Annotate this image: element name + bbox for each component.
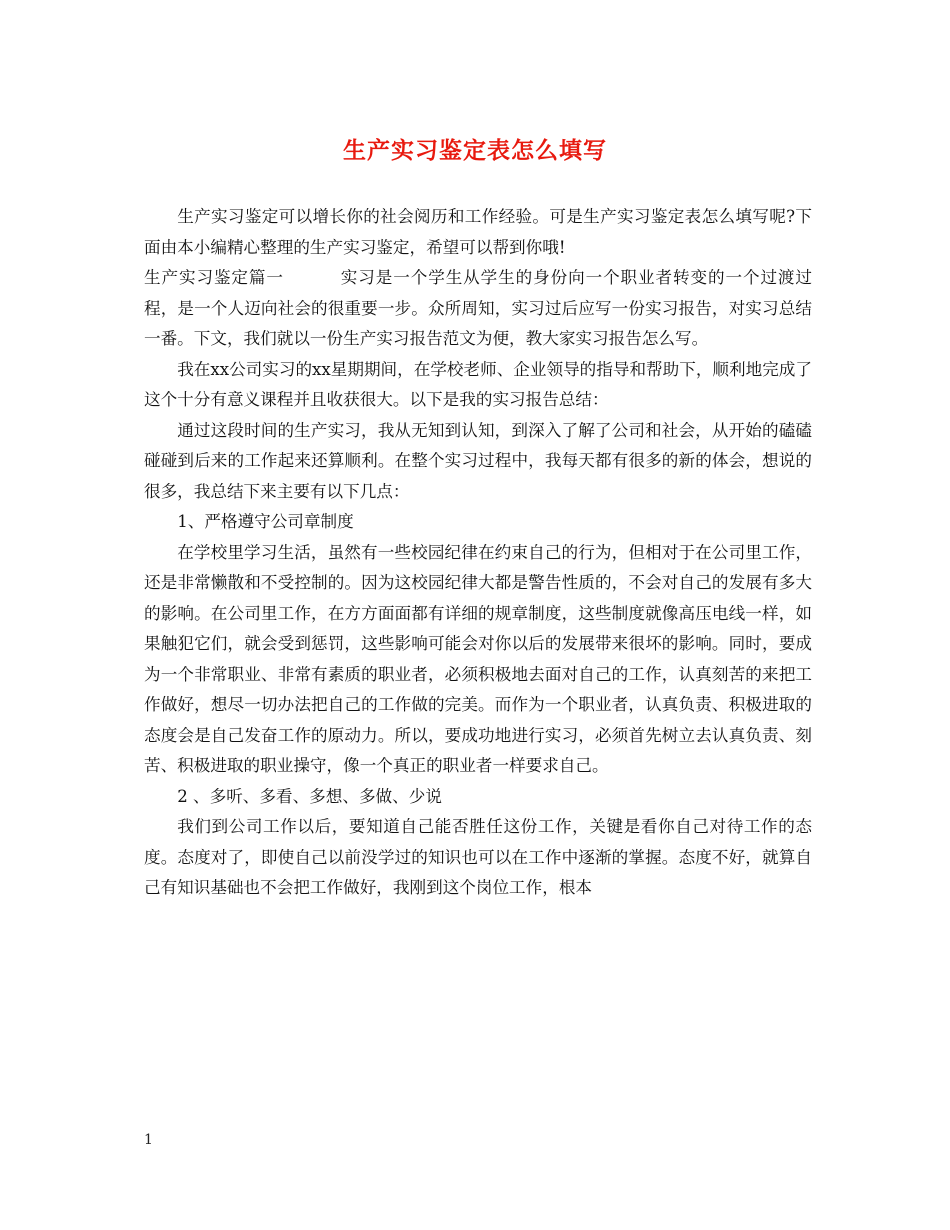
paragraph-company-intro: 我在xx公司实习的xx星期期间，在学校老师、企业领导的指导和帮助下，顺利地完成了这个十分有意义课程并且收获很大。以下是我的实习报告总结： <box>144 359 812 409</box>
page-number: 1 <box>144 1132 153 1148</box>
document-body <box>144 202 812 904</box>
paragraph-point-one: 在学校里学习生活，虽然有一些校园纪律在约束自己的行为，但相对于在公司里工作，还是非常懒散和不受控制的。因为这校园纪律大都是警告性质的，不会对自己的发展有多大的影响。在公司里工作，在方方面面都有详细的规章制度，这些制度就像高压电线一样，如果触犯它们，就会受到惩罚，这些影响可能会对你以后的发展带来很坏的影响。同时，要成为一个非常职业、非常有素质的职业者，必须积极地去面对自己的工作，认真刻苦的来把工作做好，想尽一切办法把自己的工作做的完美。而作为一个职业者，认真负责、积极进取的态度会是自己发奋工作的原动力。所以，要成功地进行实习，必须首先树立去认真负责、刻苦、积极进取的职业操守，像一个真正的职业者一样要求自己。 <box>144 542 812 775</box>
section-one-text: 实习是一个学生从学生的身份向一个职业者转变的一个过渡过程，是一个人迈向社会的很重要一步。众所周知，实习过后应写一份实习报告，对实习总结一番。下文，我们就以一份生产实习报告范文为便，教大家实习报告怎么写。 <box>144 268 813 348</box>
document-title: 生产实习鉴定表怎么填写 <box>343 137 607 164</box>
paragraph-point-two: 我们到公司工作以后，要知道自己能否胜任这份工作，关键是看你自己对待工作的态度。态度对了，即使自己以前没学过的知识也可以在工作中逐渐的掌握。态度不好，就算自己有知识基础也不会把工作做好，我刚到这个岗位工作，根本 <box>144 817 812 897</box>
paragraph-summary: 通过这段时间的生产实习，我从无知到认知，到深入了解了公司和社会，从开始的磕磕碰碰到后来的工作起来还算顺利。在整个实习过程中，我每天都有很多的新的体会，想说的很多，我总结下来主要有以下几点： <box>144 420 812 501</box>
section-one-heading: 生产实习鉴定篇一 <box>144 268 284 287</box>
paragraph-intro: 生产实习鉴定可以增长你的社会阅历和工作经验。可是生产实习鉴定表怎么填写呢?下面由本小编精心整理的生产实习鉴定，希望可以帮到你哦! <box>144 207 812 257</box>
paragraph-section-one <box>144 263 812 355</box>
point-one-heading: 1、严格遵守公司章制度 <box>177 512 354 531</box>
point-two-heading: 2 、多听、多看、多想、多做、少说 <box>177 786 442 806</box>
